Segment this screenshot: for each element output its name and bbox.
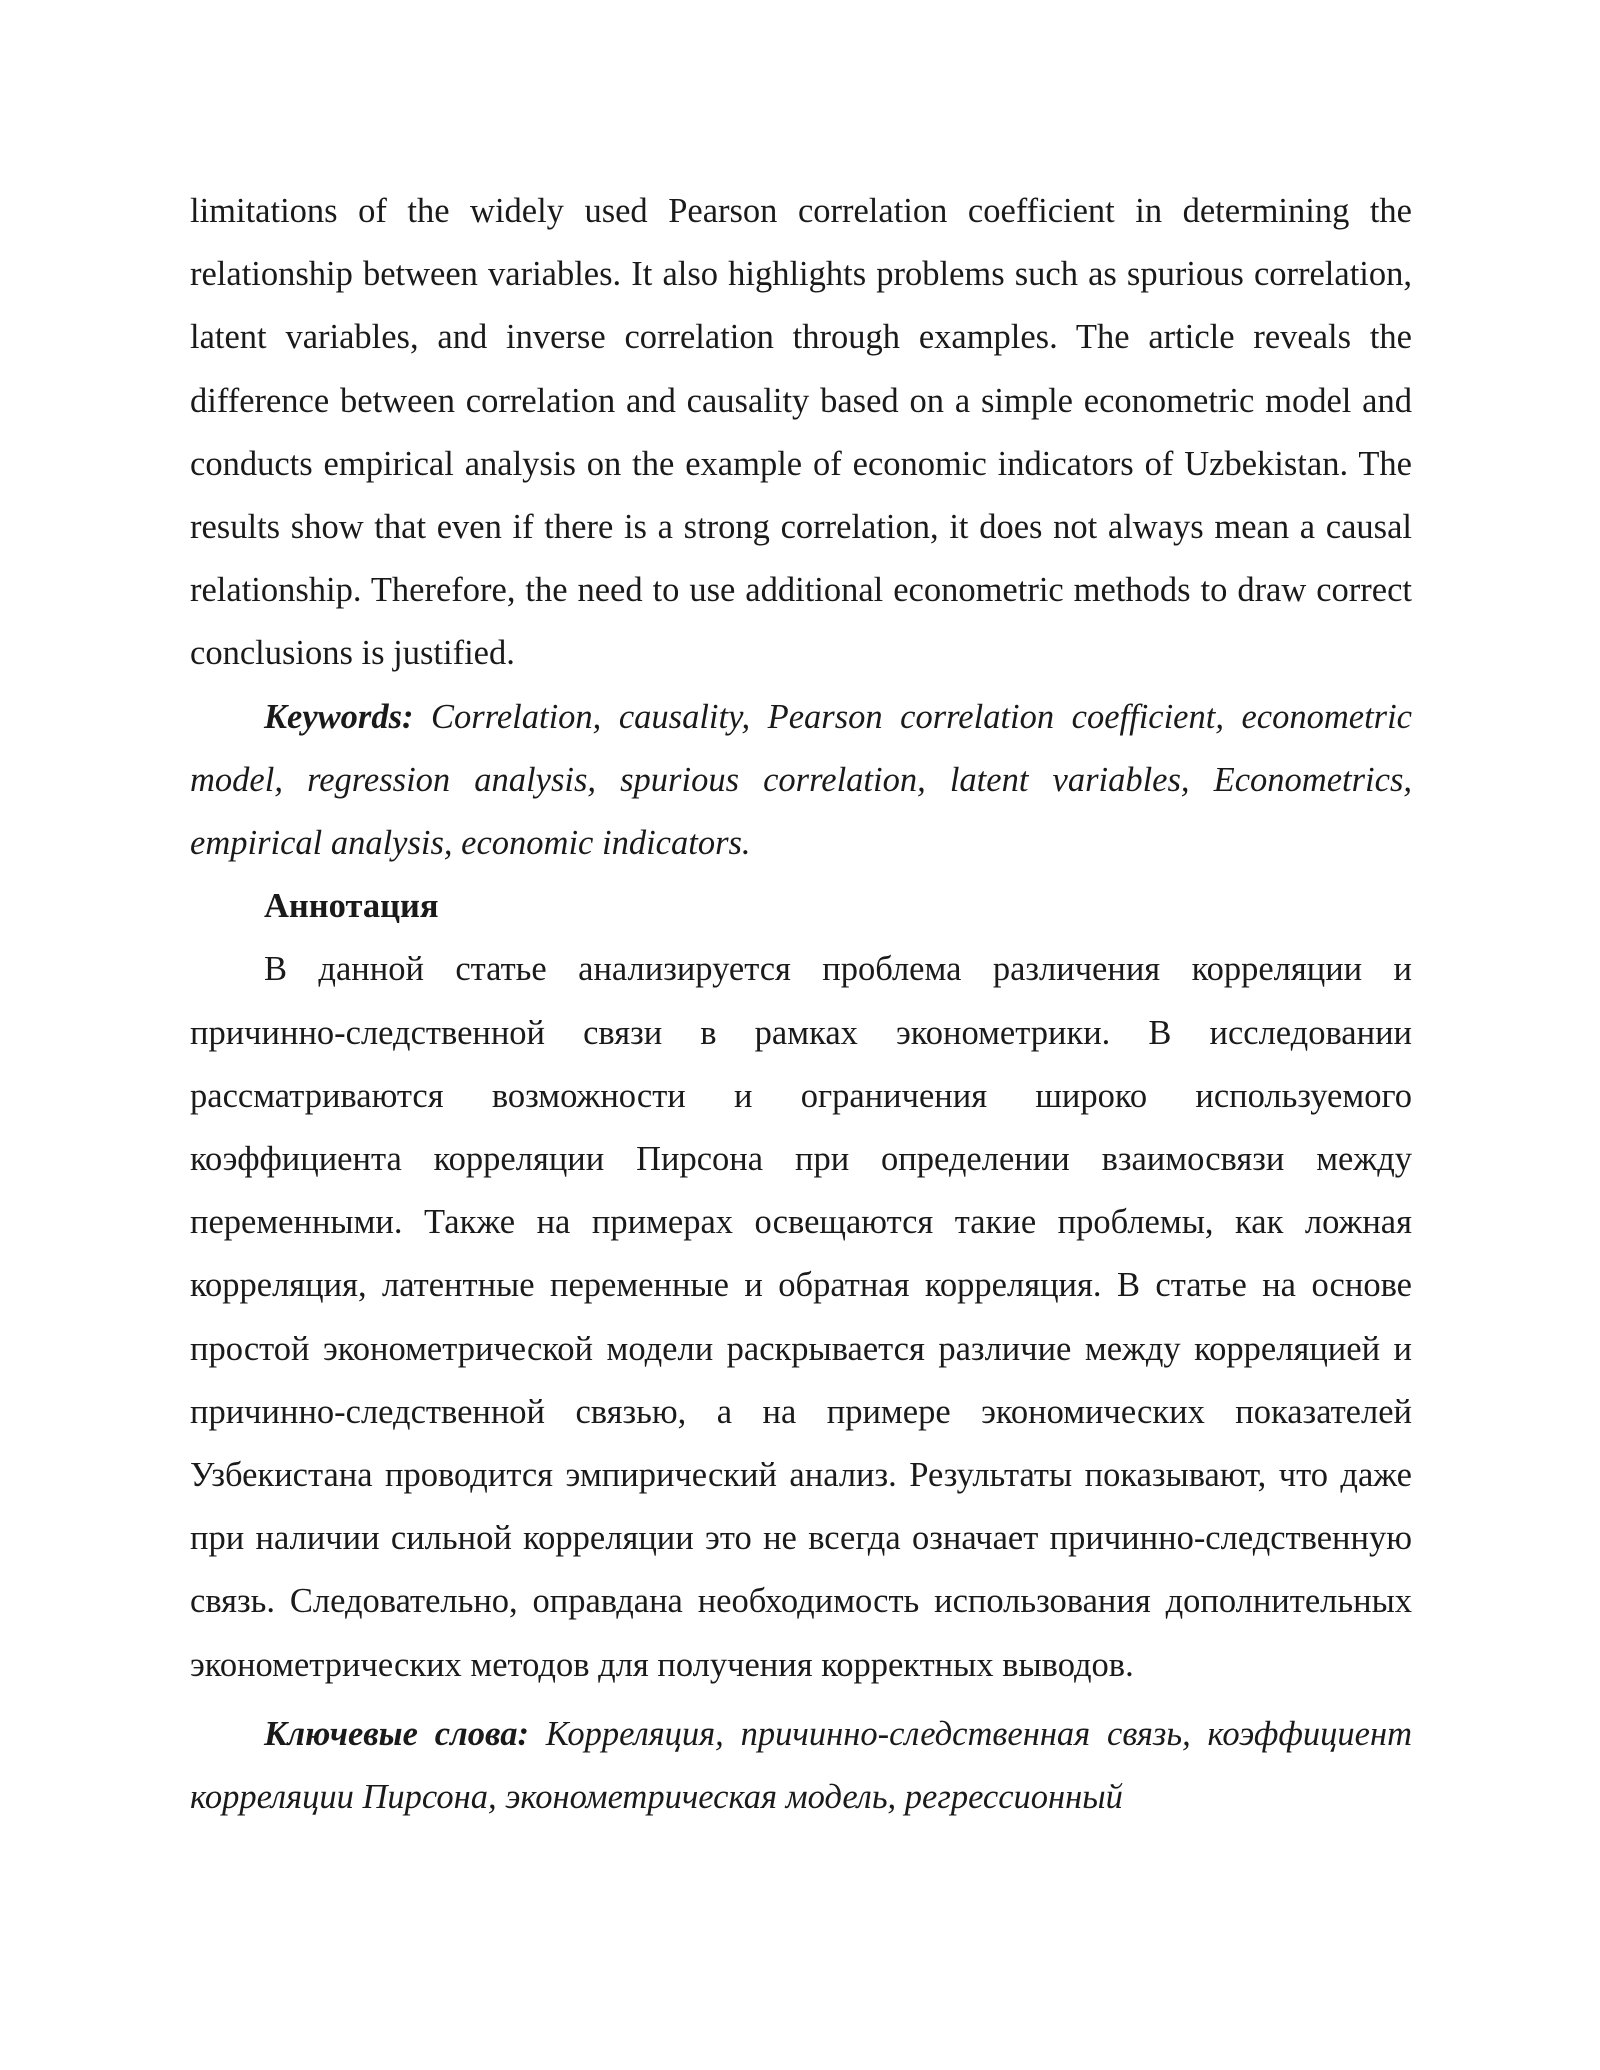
russian-keywords-list: Корреляция, причинно-следственная связь, коэффициент корреляции Пирсона, эконометрическая модель, регрессионный (190, 1714, 1412, 1817)
page-content (190, 180, 1412, 1829)
russian-keywords-label: Ключевые слова: (264, 1714, 529, 1753)
english-keywords (190, 686, 1412, 876)
russian-keywords (190, 1703, 1412, 1829)
english-keywords-label: Keywords: (264, 697, 414, 736)
russian-abstract-body: В данной статье анализируется проблема различения корреляции и причинно-следственной связи в рамках эконометрики. В исследовании рассматриваются возможности и ограничения широко используемого коэффициента корреляции Пирсона при определении взаимосвязи между переменными. Также на примерах освещаются такие проблемы, как ложная корреляция, латентные переменные и обратная корреляция. В статье на основе простой эконометрической модели раскрывается различие между корреляцией и причинно-следственной связью, а на примере экономических показателей Узбекистана проводится эмпирический анализ. Результаты показывают, что даже при наличии сильной корреляции это не всегда означает причинно-следственную связь. Следовательно, оправдана необходимость использования дополнительных эконометрических методов для получения корректных выводов. (190, 950, 1412, 1684)
russian-abstract-heading: Аннотация (264, 887, 439, 926)
english-abstract-continuation: limitations of the widely used Pearson correlation coefficient in determining the relationship between variables. It also highlights problems such as spurious correlation, latent variables, and inverse correlation through examples. The article reveals the difference between correlation and causality based on a simple econometric model and conducts empirical analysis on the example of economic indicators of Uzbekistan. The results show that even if there is a strong correlation, it does not always mean a causal relationship. Therefore, the need to use additional econometric methods to draw correct conclusions is justified. (190, 192, 1412, 673)
english-keywords-list: Correlation, causality, Pearson correlation coefficient, econometric model, regression analysis, spurious correlation, latent variables, Econometrics, empirical analysis, economic indicators. (190, 697, 1412, 863)
